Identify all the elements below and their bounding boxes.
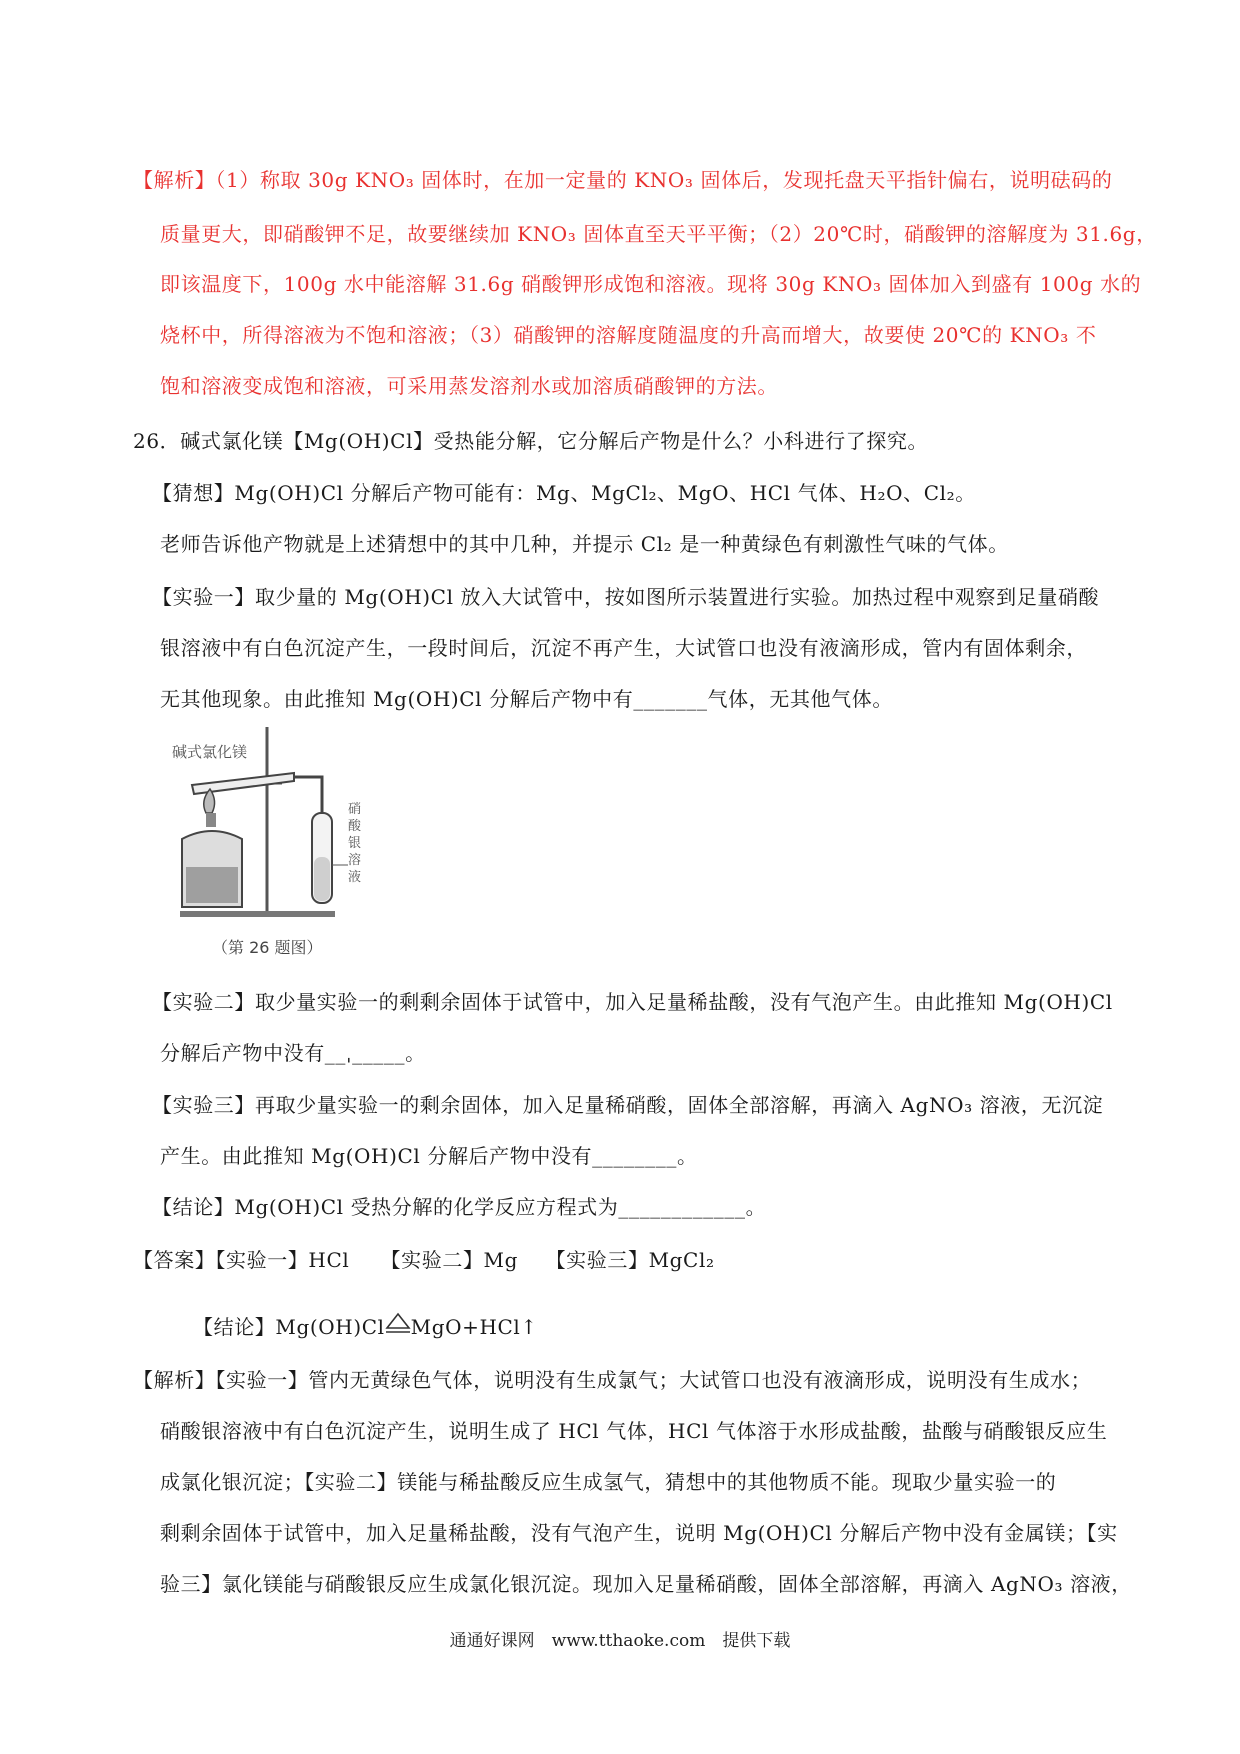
svg-text:液: 液: [348, 870, 362, 885]
experiment1-line-3: 无其他现象。由此推知 Mg(OH)Cl 分解后产物中有_______气体，无其他气体。: [160, 687, 893, 711]
experiment3-line-1: 【实验三】再取少量实验一的剩余固体，加入足量稀硝酸，固体全部溶解，再滴入 AgNO₃ 溶液，无沉淀: [152, 1093, 1104, 1117]
figure-label-left: 碱式氯化镁: [172, 743, 248, 761]
analysis2-line-4: 剩剩余固体于试管中，加入足量稀盐酸，没有气泡产生，说明 Mg(OH)Cl 分解后产物中没有金属镁；【实: [160, 1521, 1118, 1545]
analysis2-line-1: 【解析】【实验一】管内无黄绿色气体，说明没有生成氯气；大试管口也没有液滴形成，说明没有生成水；: [133, 1368, 1092, 1392]
figure-label-right: [348, 801, 362, 885]
question-stem: 26．碱式氯化镁【Mg(OH)Cl】受热能分解，它分解后产物是什么？小科进行了探究。: [133, 429, 929, 453]
svg-text:酸: 酸: [348, 819, 362, 834]
conclusion-question: 【结论】Mg(OH)Cl 受热分解的化学反应方程式为____________。: [152, 1195, 767, 1219]
svg-text:硝: 硝: [348, 802, 362, 817]
question-teacher-hint: 老师告诉他产物就是上述猜想中的其中几种，并提示 Cl₂ 是一种黄绿色有刺激性气味的气体。: [160, 532, 1009, 556]
question-guess: 【猜想】Mg(OH)Cl 分解后产物可能有：Mg、MgCl₂、MgO、HCl 气体、H₂O、Cl₂。: [152, 481, 976, 505]
analysis1-line-5: 饱和溶液变成饱和溶液，可采用蒸发溶剂水或加溶质硝酸钾的方法。: [160, 374, 778, 398]
figure-caption: （第 26 题图）: [212, 938, 323, 957]
large-test-tube: [192, 773, 294, 794]
answer-conclusion-prefix: 【结论】Mg(OH)Cl: [193, 1315, 385, 1339]
analysis2-line-3: 成氯化银沉淀；【实验二】镁能与稀盐酸反应生成氢气，猜想中的其他物质不能。现取少量实验一的: [160, 1470, 1057, 1494]
apparatus-figure: [172, 727, 372, 959]
analysis2-line-2: 硝酸银溶液中有白色沉淀产生，说明生成了 HCl 气体，HCl 气体溶于水形成盐酸，盐酸与硝酸银反应生: [160, 1419, 1108, 1443]
experiment2-line-2: 分解后产物中没有__ˌ_____。: [160, 1041, 426, 1065]
svg-text:银: 银: [348, 836, 362, 851]
answer-conclusion: [193, 1312, 538, 1341]
heat-triangle-icon: [385, 1312, 411, 1338]
silver-nitrate-solution: [314, 857, 330, 901]
analysis1-line-2: 质量更大，即硝酸钾不足，故要继续加 KNO₃ 固体直至天平平衡；（2）20℃时，硝酸钾的溶解度为 31.6g，: [160, 222, 1157, 246]
analysis1-line-4: 烧杯中，所得溶液为不饱和溶液；（3）硝酸钾的溶解度随温度的升高而增大，故要使 20℃的 KNO₃ 不: [160, 323, 1097, 347]
analysis1-line-1: 【解析】（1）称取 30g KNO₃ 固体时，在加一定量的 KNO₃ 固体后，发现托盘天平指针偏右，说明砝码的: [133, 168, 1113, 192]
lamp-wick: [206, 813, 216, 827]
experiment1-line-1: 【实验一】取少量的 Mg(OH)Cl 放入大试管中，按如图所示装置进行实验。加热过程中观察到足量硝酸: [152, 585, 1100, 609]
svg-text:溶: 溶: [348, 853, 362, 868]
answer-conclusion-suffix: MgO+HCl↑: [410, 1315, 538, 1339]
iron-stand-base: [180, 911, 335, 917]
experiment2-line-1: 【实验二】取少量实验一的剩剩余固体于试管中，加入足量稀盐酸，没有气泡产生。由此推知 Mg(OH)Cl: [152, 990, 1113, 1014]
experiment3-line-2: 产生。由此推知 Mg(OH)Cl 分解后产物中没有________。: [160, 1144, 698, 1168]
answer-line: 【答案】【实验一】HCl 【实验二】Mg 【实验三】MgCl₂: [133, 1248, 715, 1272]
page-footer: 通通好课网 www.tthaoke.com 提供下载: [449, 1631, 791, 1651]
analysis1-line-3: 即该温度下，100g 水中能溶解 31.6g 硝酸钾形成饱和溶液。现将 30g KNO₃ 固体加入到盛有 100g 水的: [160, 272, 1142, 296]
apparatus-drawing: [172, 727, 372, 959]
analysis2-line-5: 验三】氯化镁能与硝酸银反应生成氯化银沉淀。现加入足量稀硝酸，固体全部溶解，再滴入 AgNO₃ 溶液，: [160, 1572, 1132, 1596]
experiment1-line-2: 银溶液中有白色沉淀产生，一段时间后，沉淀不再产生，大试管口也没有液滴形成，管内有固体剩余，: [160, 636, 1087, 660]
